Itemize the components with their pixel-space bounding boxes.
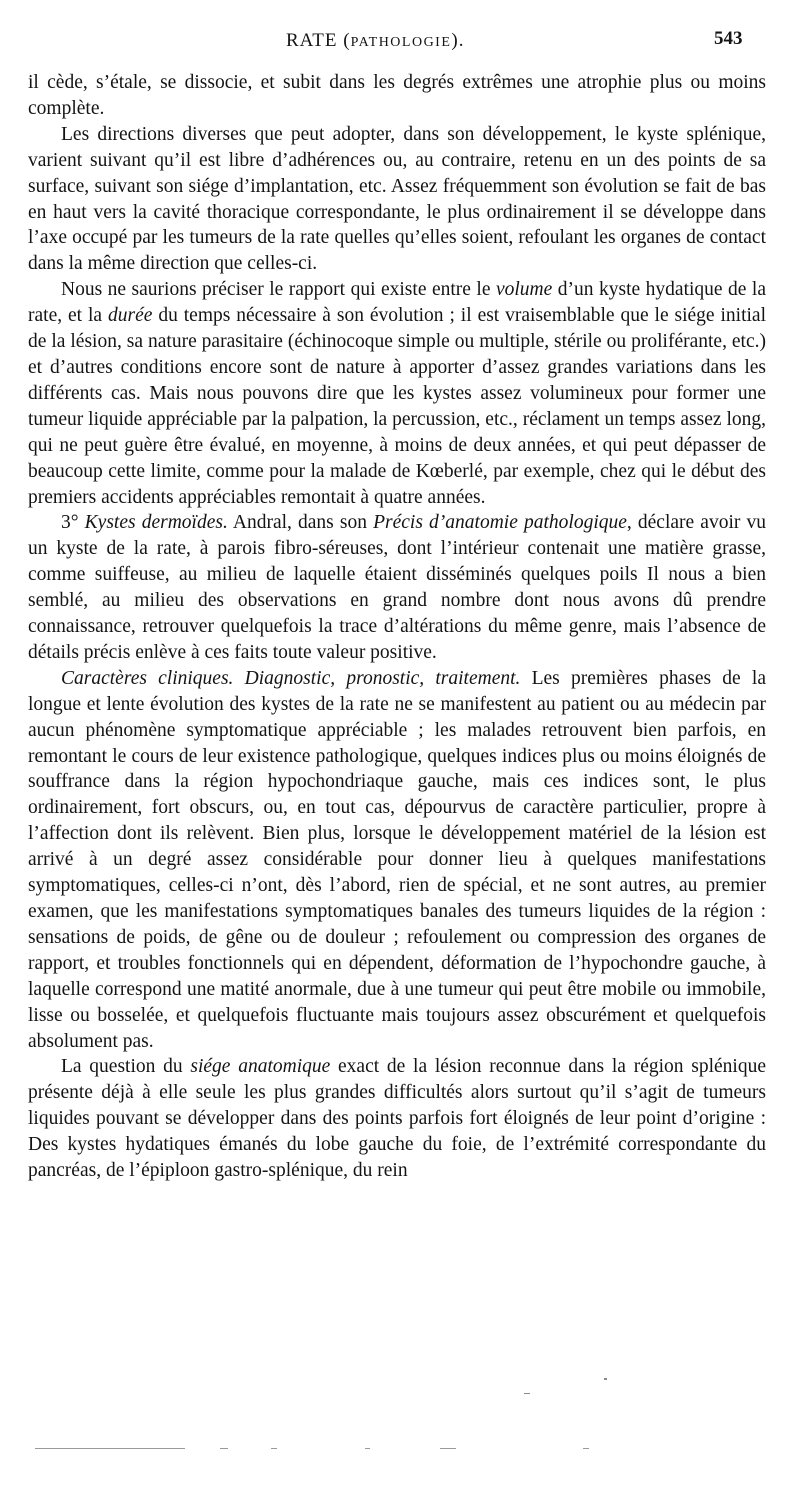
term-volume: volume xyxy=(495,279,553,301)
p6-text-c: exact de la lésion reconnue dans la région splénique présente déjà à elle seule les plus grandes difficultés alors surtout qu’il s’agit de tumeurs liquides pouvant se développer dans des points parfois fort éloignés de leur point d’origine : Des kystes hydatiques émanés du lobe gauche du foie, de l’extrémité correspondante du pancréas, de l’épiploon gastro-splénique, du rein xyxy=(28,1056,767,1182)
scan-speck xyxy=(604,1378,607,1380)
running-title-main: RATE xyxy=(286,30,338,51)
running-head xyxy=(286,30,464,52)
page-number: 543 xyxy=(714,28,743,49)
paragraph-siege-anatomique xyxy=(28,1054,766,1184)
p3-text-e: du temps nécessaire à son évolution ; il est vraisemblable que le siége initial de la lésion, sa nature parasitaire (échinocoque simple ou multiple, stérile ou proliférante, etc.) et d’autres conditions encore sont de nature à apporter d’assez grandes variations dans les différents cas. Mais nous pouvons dire que les kystes assez volumineux pour former une tumeur liquide appréciable par la palpation, la percussion, etc., réclament un temps assez long, qui ne peut guère être évalué, en moyenne, à moins de deux années, et qui peut dépasser de beaucoup cette limite, comme pour la malade de Kœberlé, par exemple, chez qui le début des premiers accidents appréciables remontait à quatre années. xyxy=(28,305,766,508)
section-heading-caracteres-cliniques: Caractères cliniques. Diagnostic, pronostic, traitement. xyxy=(61,667,521,689)
scan-mark xyxy=(583,1448,589,1449)
p4-text-c: Andral, dans son xyxy=(227,512,374,534)
book-title-precis: Précis d’anatomie pathologique xyxy=(373,512,627,534)
paragraph-caracteres-cliniques xyxy=(28,666,766,1055)
p3-text-c: d’un kyste hydatique de la rate, et la xyxy=(28,279,767,327)
scan-mark xyxy=(35,1448,185,1449)
paragraph-kyste-directions: Les directions diverses que peut adopter, dans son développement, le kyste splénique, varient suivant qu’il est libre d’adhérences ou, au contraire, retenu en un des points de sa surface, suivant son siége d’implantation, etc. Assez fréquemment son évolution se fait de bas en haut vers la cavité thoracique correspondante, le plus ordinairement il se développe dans l’axe occupé par les tumeurs de la rate quelles qu’elles soient, refoulant les organes de contact dans la même direction que celles-ci. xyxy=(28,123,766,275)
section-heading-kystes-dermoides: Kystes dermoïdes. xyxy=(84,512,228,534)
scan-footer-marks xyxy=(35,1446,595,1454)
p3-text-a: Nous ne saurions préciser le rapport qui existe entre le xyxy=(61,279,496,301)
p6-text-a: La question du xyxy=(61,1056,191,1078)
term-siege-anatomique: siége anatomique xyxy=(190,1056,331,1078)
p5-text-b: Les premières phases de la longue et lente évolution des kystes de la rate ne se manifestent au patient ou au médecin par aucun phénomène symptomatique appréciable ; les malades retrouvent bien parfois, en remontant le cours de leur existence pathologique, quelques indices plus ou moins éloignés de souffrance dans la région hypochondriaque gauche, mais ces indices sont, le plus ordinairement, fort obscurs, ou, en tout cas, dépourvus de caractère particulier, propre à l’affection dont ils relèvent. Bien plus, lorsque le développement matériel de la lésion est arrivé à un degré assez considérable pour donner lieu à quelques manifestations symptomatiques, celles-ci n’ont, dès l’abord, rien de spécial, et ne sont autres, au premier examen, que les manifestations symptomatiques banales des tumeurs liquides de la région : sensations de poids, de gêne ou de douleur ; refoulement ou compression des organes de rapport, et troubles fonctionnels qui en dépendent, déformation de l’hypochondre gauche, à laquelle correspond une matité anormale, due à une tumeur qui peut être mobile ou immobile, lisse ou bosselée, et quelquefois fluctuante mais toujours assez obscurément et quelquefois absolument pas. xyxy=(28,667,766,1052)
scan-mark xyxy=(365,1448,370,1449)
paragraph-volume-duree xyxy=(28,277,766,510)
scan-mark xyxy=(440,1448,456,1449)
body-text xyxy=(28,70,766,1184)
running-title-open: ( xyxy=(337,30,351,51)
running-title-close: ). xyxy=(451,30,465,51)
paragraph-continuation: il cède, s’étale, se dissocie, et subit dans les degrés extrêmes une atrophie plus ou moins complète. xyxy=(28,72,766,119)
running-title-sub: PATHOLOGIE xyxy=(350,35,452,50)
p4-section-number: 3° xyxy=(61,512,85,534)
p4-text-e: , déclare avoir vu un kyste de la rate, à parois fibro-séreuses, dont l’intérieur contenait une matière grasse, comme suiffeuse, au milieu de laquelle étaient disséminés quelques poils Il nous a bien semblé, au milieu des observations en grand nombre dont nous avons dû prendre connaissance, retrouver quelquefois la trace d’altérations du même genre, mais l’absence de détails précis enlève à ces faits toute valeur positive. xyxy=(28,512,766,663)
scan-speck xyxy=(524,1393,530,1394)
scan-mark xyxy=(220,1448,228,1449)
term-duree: durée xyxy=(108,305,153,327)
paragraph-kystes-dermoides xyxy=(28,510,766,665)
scan-mark xyxy=(271,1448,277,1449)
